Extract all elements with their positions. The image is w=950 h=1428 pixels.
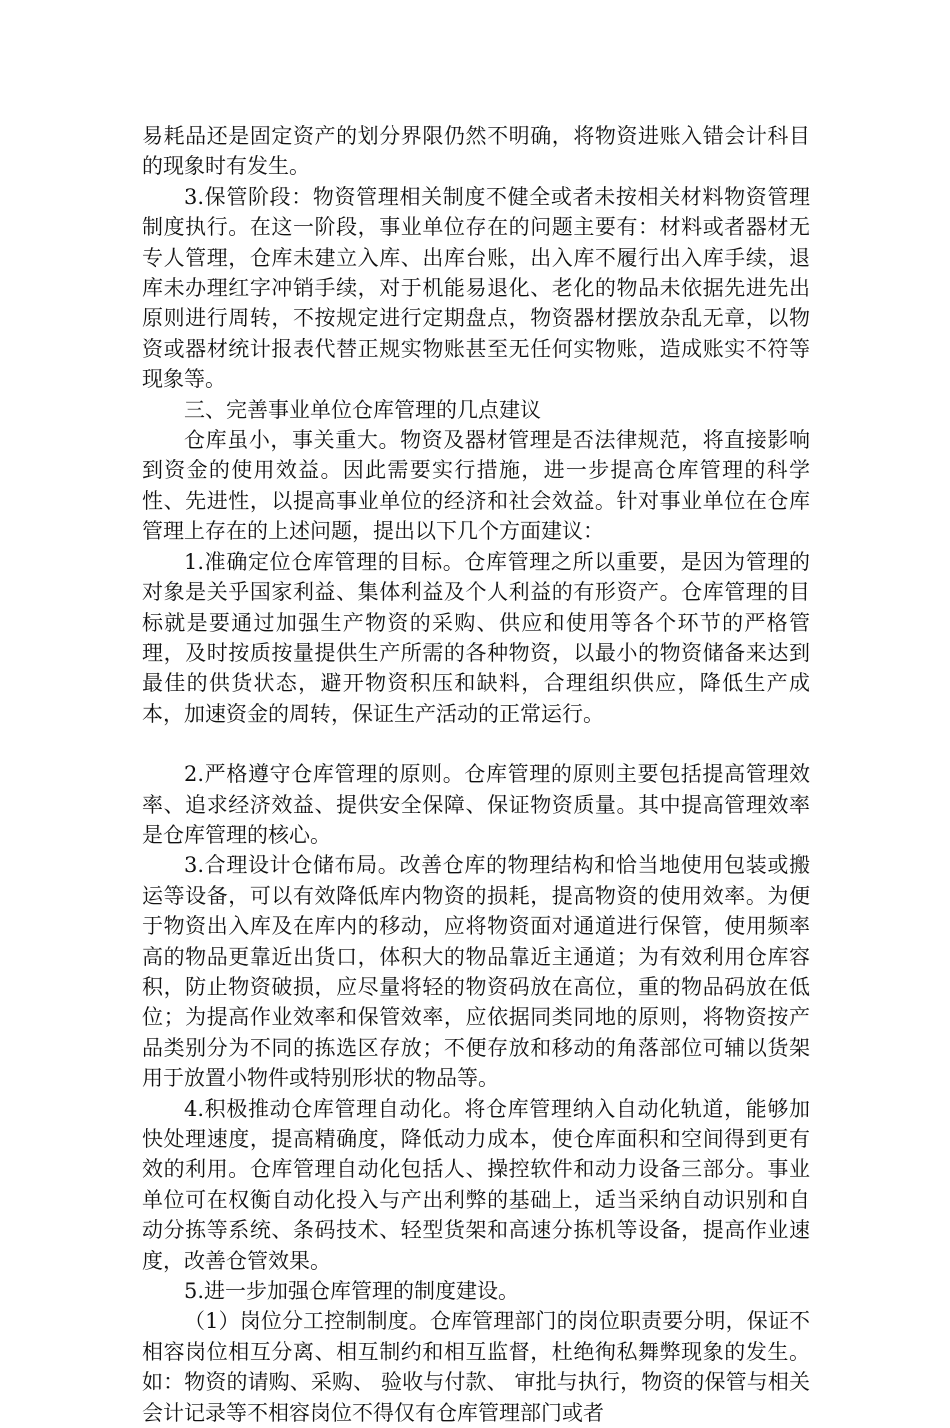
paragraph-storage-stage: 3.保管阶段：物资管理相关制度不健全或者未按相关材料物资管理制度执行。在这一阶段，事业单位存在的问题主要有：材料或者器材无专人管理，仓库未建立入库、出库台账，出入库不履行出入库手续，退库未办理红字冲销手续，对于机能易退化、老化的物品未依据先进先出原则进行周转，不按规定进行定期盘点，物资器材摆放杂乱无章，以物资或器材统计报表代替正规实物账甚至无任何实物账，造成账实不符等现象等。 bbox=[142, 184, 810, 392]
paragraph-item-4: 4.积极推动仓库管理自动化。将仓库管理纳入自动化轨道，能够加快处理速度，提高精确度，降低动力成本，使仓库面积和空间得到更有效的利用。仓库管理自动化包括人、操控软件和动力设备三部分。事业单位可在权衡自动化投入与产出利弊的基础上，适当采纳自动识别和自动分拣等系统、条码技术、轻型货架和高速分拣机等设备，提高作业速度，改善仓管效果。 bbox=[142, 1096, 810, 1273]
paragraph-intro: 仓库虽小，事关重大。物资及器材管理是否法律规范，将直接影响到资金的使用效益。因此需要实行措施，进一步提高仓库管理的科学性、先进性，以提高事业单位的经济和社会效益。针对事业单位在仓库管理上存在的上述问题，提出以下几个方面建议： bbox=[142, 428, 810, 544]
paragraph-item-2: 2.严格遵守仓库管理的原则。仓库管理的原则主要包括提高管理效率、追求经济效益、提供安全保障、保证物资质量。其中提高管理效率是仓库管理的核心。 bbox=[142, 762, 810, 847]
paragraph-item-5: 5.进一步加强仓库管理的制度建设。 bbox=[184, 1279, 520, 1304]
paragraph-continuation: 易耗品还是固定资产的划分界限仍然不明确，将物资进账入错会计科目的现象时有发生。 bbox=[142, 124, 810, 179]
paragraph-item-3: 3.合理设计仓储布局。改善仓库的物理结构和恰当地使用包装或搬运等设备，可以有效降低库内物资的损耗，提高物资的使用效率。为便于物资出入库及在库内的移动，应将物资面对通道进行保管，使用频率高的物品更靠近出货口，体积大的物品靠近主通道；为有效利用仓库容积，防止物资破损，应尽量将轻的物资码放在高位，重的物品码放在低位；为提高作业效率和保管效率，应依据同类同地的原则，将物资按产品类别分为不同的拣选区存放；不便存放和移动的角落部位可辅以货架用于放置小物件或特别形状的物品等。 bbox=[142, 853, 810, 1091]
document-body bbox=[142, 121, 810, 1428]
paragraph-subitem-1: （1）岗位分工控制制度。仓库管理部门的岗位职责要分明，保证不相容岗位相互分离、相互制约和相互监督，杜绝徇私舞弊现象的发生。 如：物资的请购、采购、 验收与付款、 审批与执行，物资的保管与相关会计记录等不相容岗位不得仅有仓库管理部门或者 bbox=[142, 1309, 810, 1425]
paragraph-item-1: 1.准确定位仓库管理的目标。仓库管理之所以重要，是因为管理的对象是关乎国家利益、集体利益及个人利益的有形资产。仓库管理的目标就是要通过加强生产物资的采购、供应和使用等各个环节的严格管理，及时按质按量提供生产所需的各种物资，以最小的物资储备来达到最佳的供货状态，避开物资积压和缺料，合理组织供应，降低生产成本，加速资金的周转，保证生产活动的正常运行。 bbox=[142, 549, 810, 726]
section-heading-suggestions: 三、完善事业单位仓库管理的几点建议 bbox=[184, 397, 541, 422]
